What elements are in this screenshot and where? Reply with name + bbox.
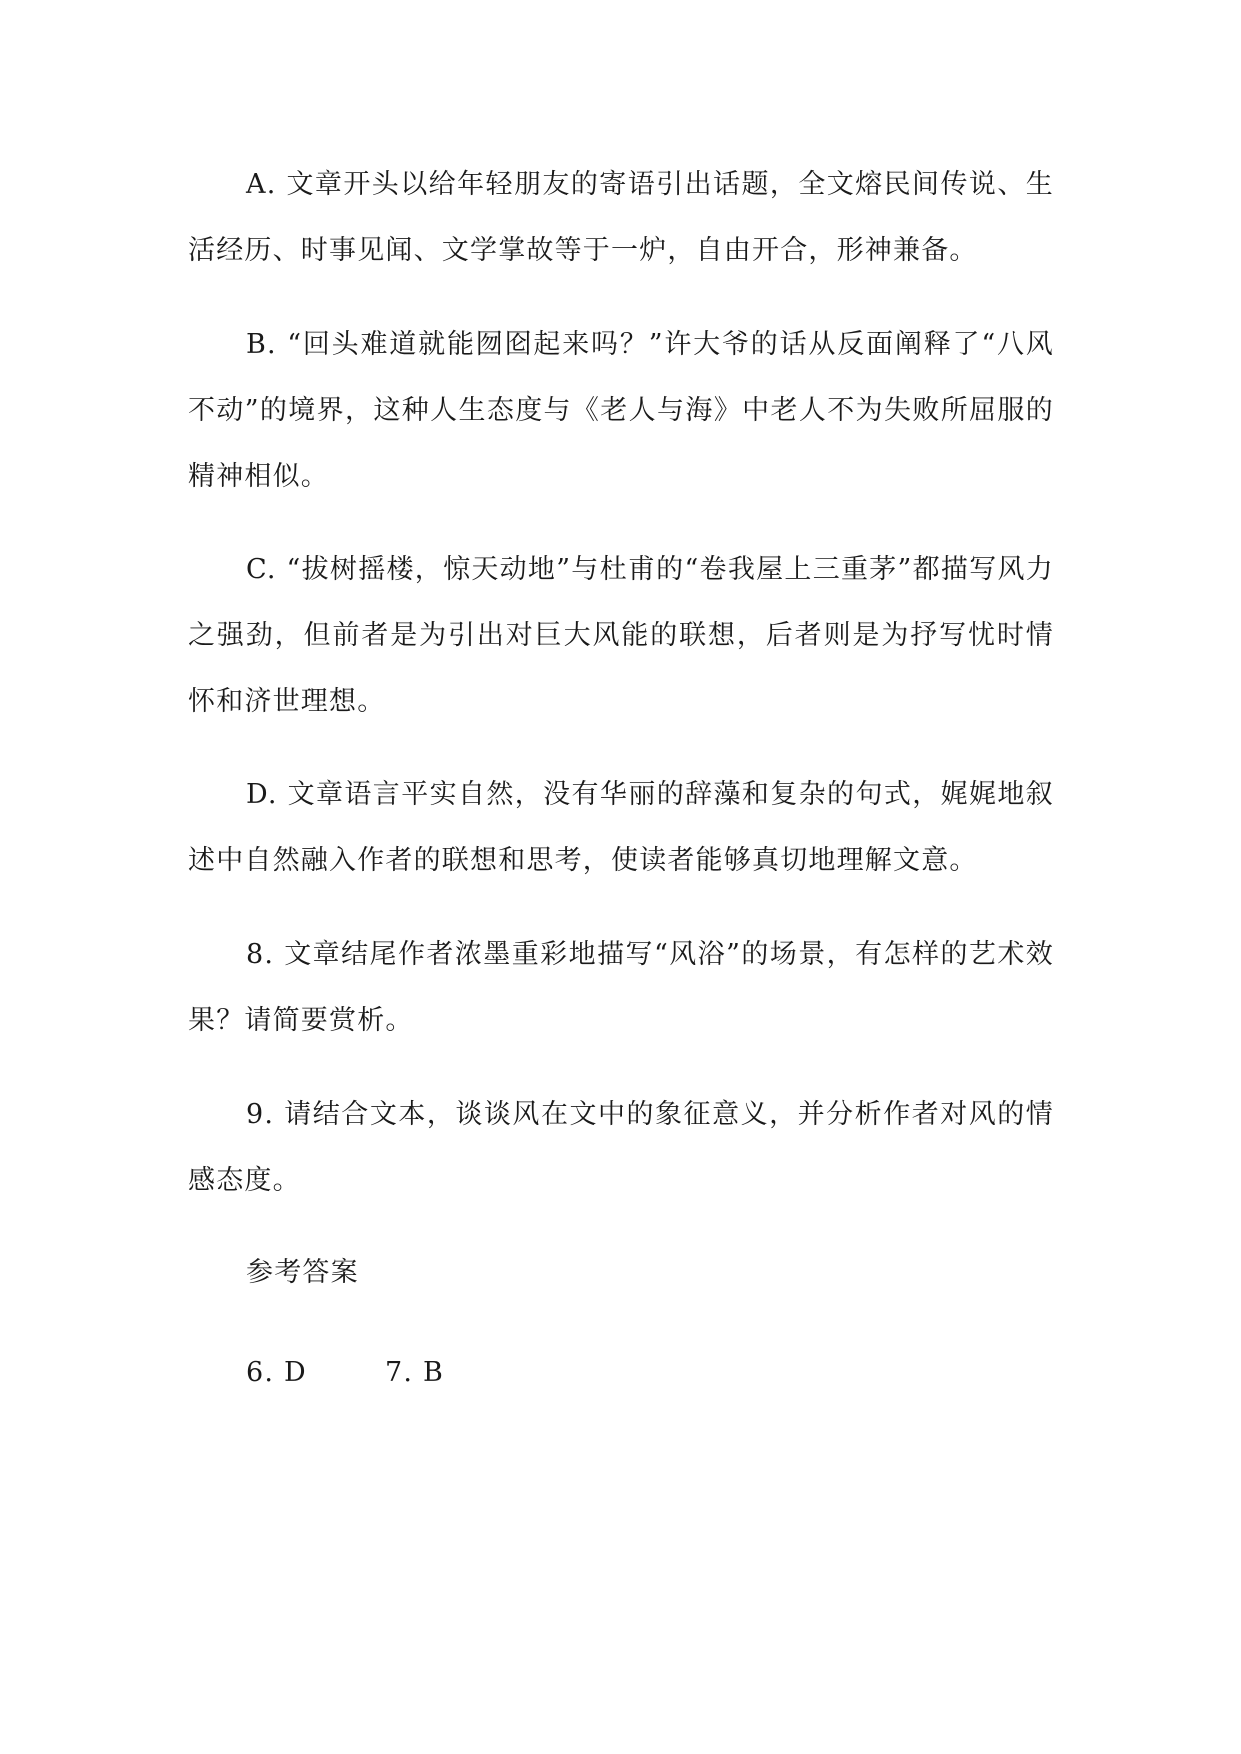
answer-heading: 参考答案 xyxy=(246,1257,359,1288)
option-a: A. 文章开头以给年轻朋友的寄语引出话题，全文熔民间传说、生活经历、时事见闻、文学掌故等于一炉，自由开合，形神兼备。 xyxy=(188,169,1054,266)
option-c: C. “拔树摇楼，惊天动地”与杜甫的“卷我屋上三重茅”都描写风力之强劲，但前者是为引出对巨大风能的联想，后者则是为抒写忧时情怀和济世理想。 xyxy=(188,554,1054,717)
question-9: 9. 请结合文本，谈谈风在文中的象征意义，并分析作者对风的情感态度。 xyxy=(188,1099,1054,1196)
option-b: B. “回头难道就能囫囵起来吗？”许大爷的话从反面阐释了“八风不动”的境界，这种人生态度与《老人与海》中老人不为失败所屈服的精神相似。 xyxy=(188,329,1054,492)
option-d: D. 文章语言平实自然，没有华丽的辞藻和复杂的句式，娓娓地叙述中自然融入作者的联想和思考，使读者能够真切地理解文意。 xyxy=(188,779,1054,876)
question-8: 8. 文章结尾作者浓墨重彩地描写“风浴”的场景，有怎样的艺术效果？请简要赏析。 xyxy=(188,939,1054,1036)
answer-line: 6. D 7. B xyxy=(246,1357,445,1388)
